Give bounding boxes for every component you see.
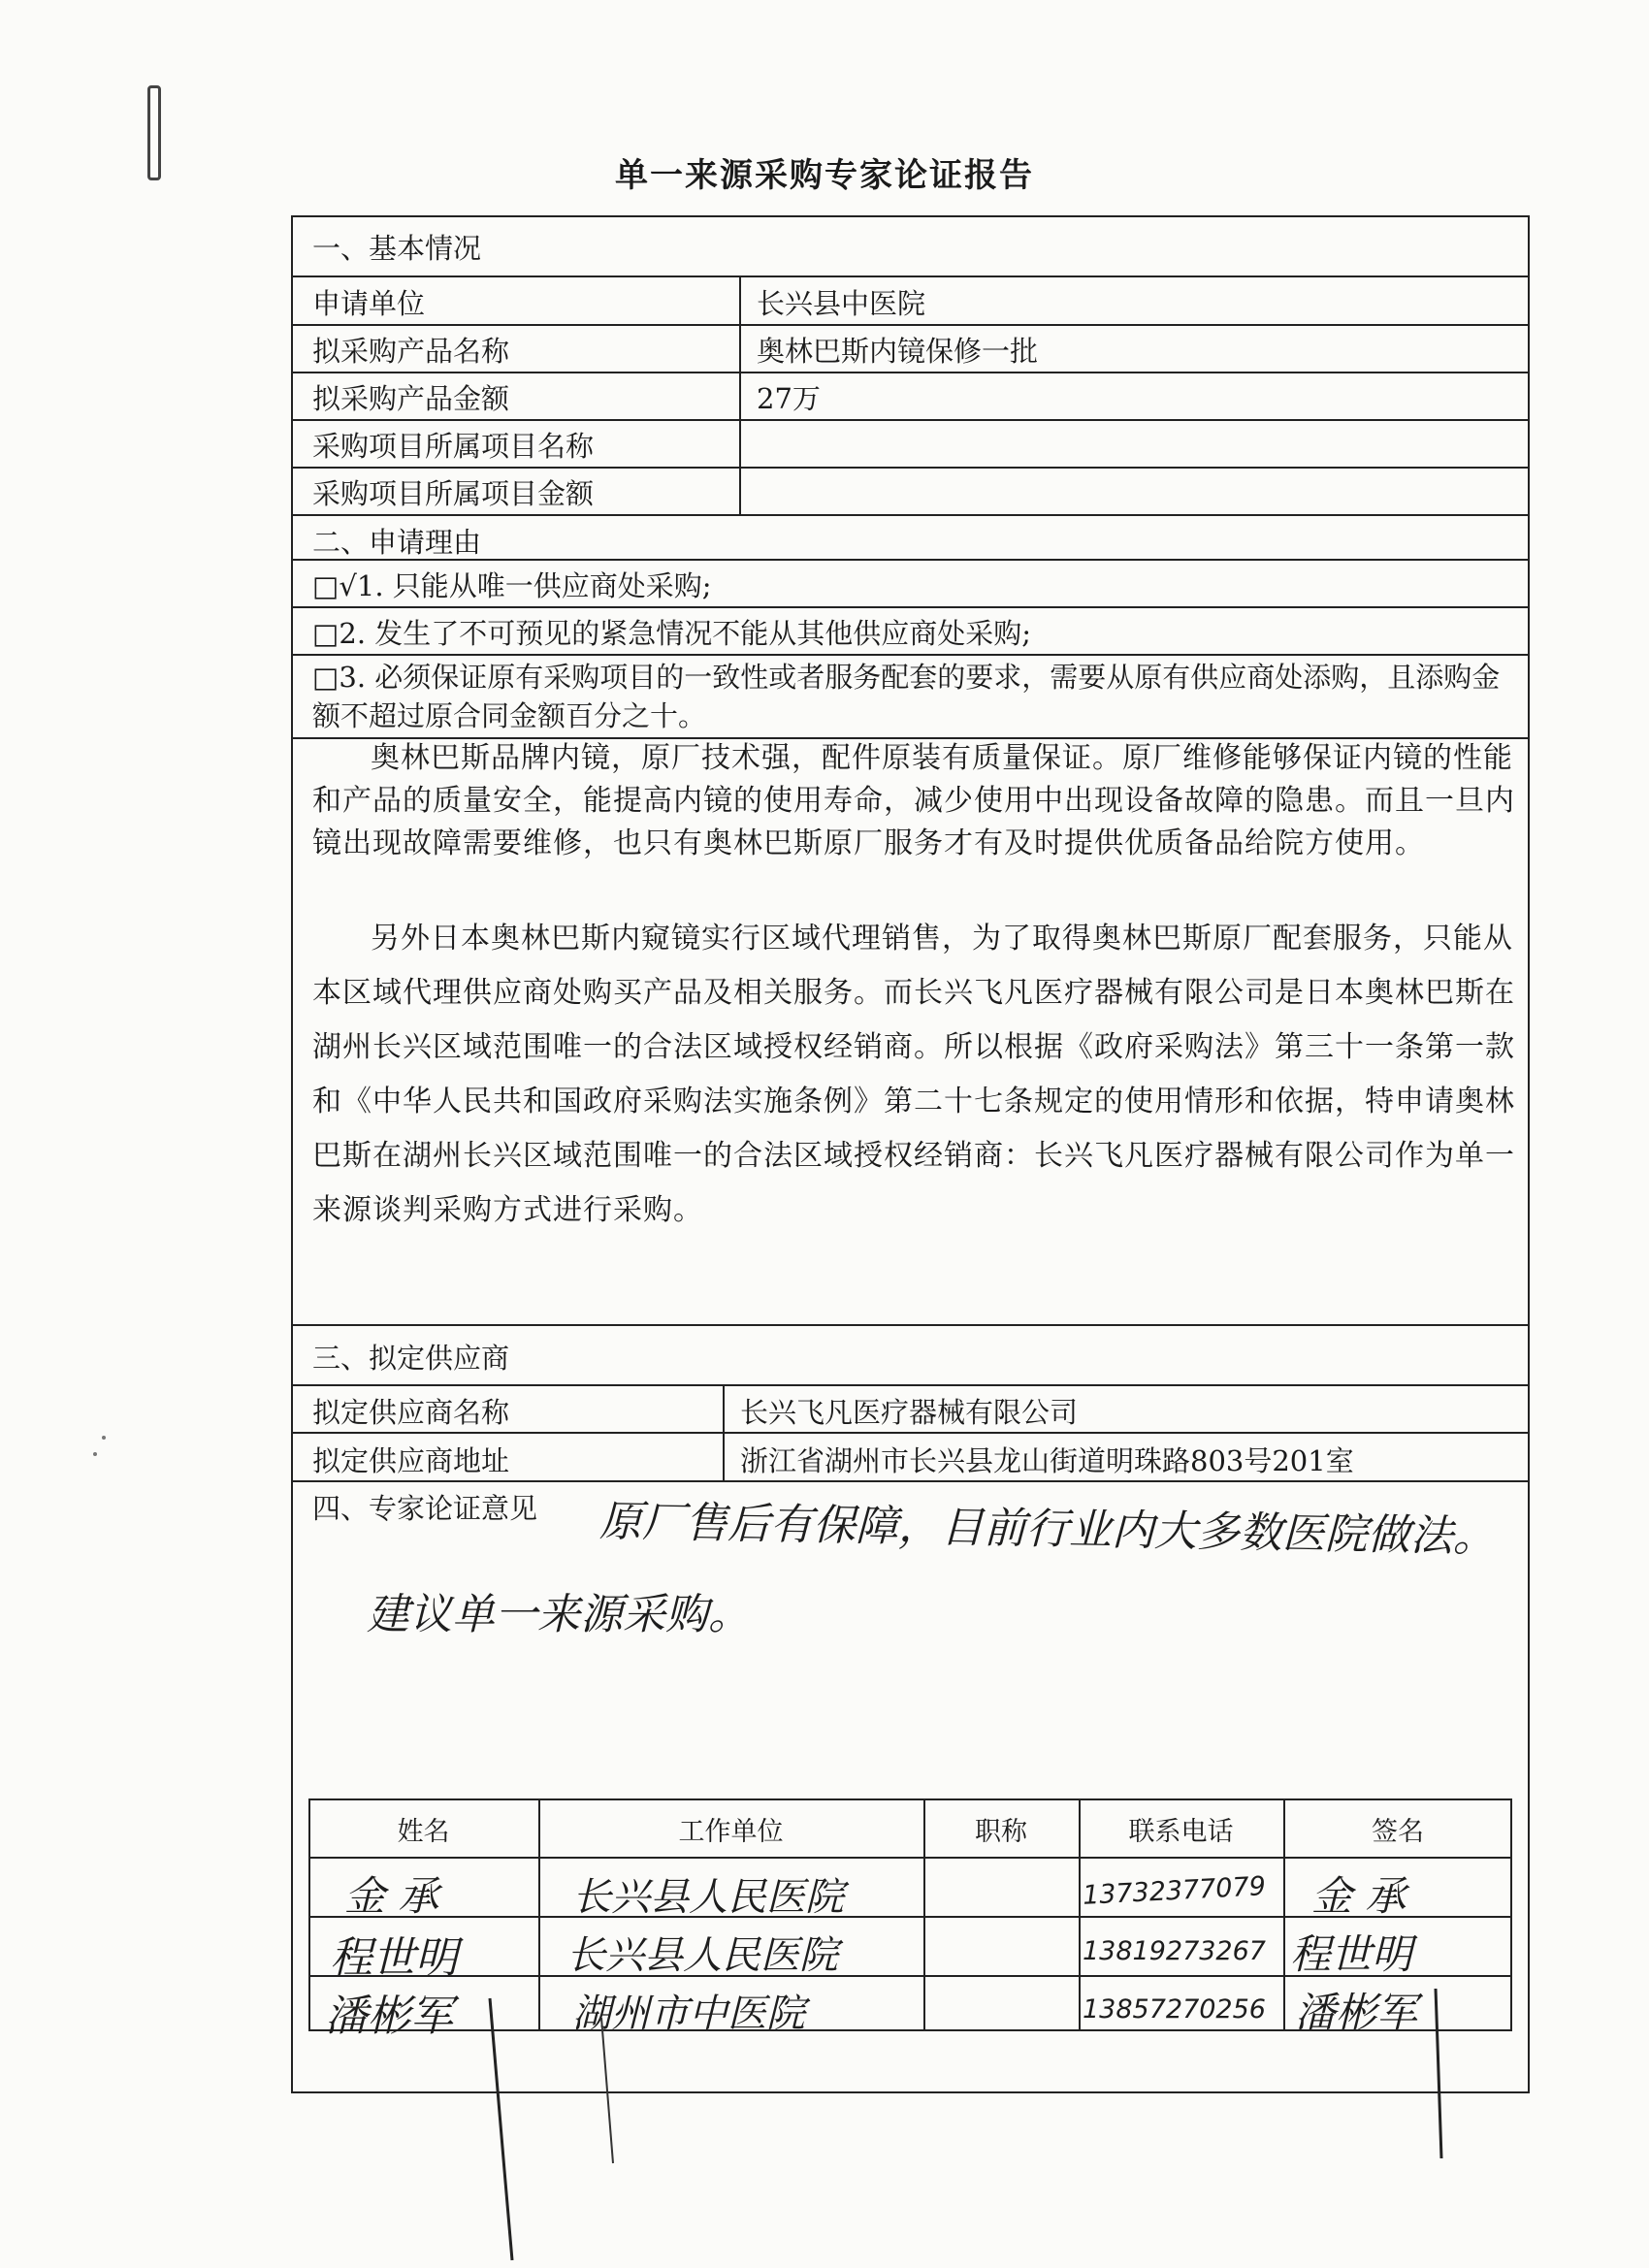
label-project-name: 采购项目所属项目名称 — [312, 430, 595, 463]
reason-paragraph-2: 另外日本奥林巴斯内窥镜实行区域代理销售，为了取得奥林巴斯原厂配套服务，只能从本区域代理供应商处购买产品及相关服务。而长兴飞凡医疗器械有限公司是日本奥林巴斯在湖州长兴区域范围唯一的合法区域授权经销商。所以根据《政府采购法》第三十一条第一款和《中华人民共和国政府采购法实施条例》第二十七条规定的使用情形和依据，特申请奥林巴斯在湖州长兴区域范围唯一的合法区域授权经销商：长兴飞凡医疗器械有限公司作为单一来源谈判采购方式进行采购。 — [312, 922, 1515, 1227]
reason-option-1: □√1. 只能从唯一供应商处采购; — [312, 569, 712, 602]
col-header-title: 职称 — [975, 1817, 1027, 1847]
expert-phone: 13857270256 — [1083, 1994, 1266, 2025]
label-applicant: 申请单位 — [312, 287, 426, 320]
section-heading-reason: 二、申请理由 — [312, 526, 482, 559]
expert-phone: 13732377079 — [1082, 1871, 1267, 1911]
value-supplier-name: 长兴飞凡医疗器械有限公司 — [740, 1396, 1079, 1429]
reason-paragraph-1: 奥林巴斯品牌内镜，原厂技术强，配件原装有质量保证。原厂维修能够保证内镜的性能和产品的质量安全，能提高内镜的使用寿命，减少使用中出现设备故障的隐患。而且一旦内镜出现故障需要维修，也只有奥林巴斯原厂服务才有及时提供优质备品给院方使用。 — [312, 741, 1515, 860]
expert-name: 程世明 — [330, 1933, 458, 1983]
label-supplier-name: 拟定供应商名称 — [312, 1396, 510, 1429]
expert-name: 潘彬军 — [325, 1992, 453, 2041]
expert-unit: 长兴县人民医院 — [566, 1933, 838, 1978]
expert-phone: 13819273267 — [1083, 1936, 1266, 1966]
expert-unit: 长兴县人民医院 — [572, 1875, 844, 1920]
reason-option-2: □2. 发生了不可预见的紧急情况不能从其他供应商处采购; — [312, 617, 1032, 650]
value-product-amount: 27万 — [757, 382, 821, 415]
label-product-amount: 拟采购产品金额 — [312, 382, 510, 415]
col-header-unit: 工作单位 — [678, 1817, 784, 1847]
expert-unit: 湖州市中医院 — [572, 1992, 805, 2036]
section-heading-supplier: 三、拟定供应商 — [312, 1342, 510, 1375]
scan-speck — [93, 1452, 97, 1456]
value-supplier-address: 浙江省湖州市长兴县龙山街道明珠路803号201室 — [740, 1444, 1354, 1477]
reason-option-3: □3. 必须保证原有采购项目的一致性或者服务配套的要求，需要从原有供应商处添购，且添购金额不超过原合同金额百分之十。 — [312, 661, 1501, 732]
scan-speck — [102, 1436, 106, 1440]
handwritten-opinion-line-1: 原厂售后有保障，目前行业内大多数医院做法。 — [598, 1496, 1497, 1563]
section-heading-basic-info: 一、基本情况 — [312, 232, 482, 265]
document-title: 单一来源采购专家论证报告 — [615, 156, 1034, 195]
value-product-name: 奥林巴斯内镜保修一批 — [757, 335, 1039, 368]
label-supplier-address: 拟定供应商地址 — [312, 1444, 510, 1477]
section-heading-expert-opinion: 四、专家论证意见 — [312, 1492, 538, 1525]
col-header-signature: 签名 — [1372, 1817, 1424, 1847]
expert-name: 金 承 — [344, 1872, 439, 1920]
col-header-phone: 联系电话 — [1128, 1817, 1234, 1847]
label-project-amount: 采购项目所属项目金额 — [312, 477, 595, 510]
handwritten-opinion-line-2: 建议单一来源采购。 — [367, 1590, 751, 1639]
col-header-name: 姓名 — [397, 1817, 450, 1847]
value-applicant: 长兴县中医院 — [757, 287, 926, 320]
label-product-name: 拟采购产品名称 — [312, 335, 510, 368]
expert-signature: 潘彬军 — [1295, 1989, 1418, 2036]
expert-signature: 程世明 — [1290, 1930, 1413, 1978]
expert-signature: 金 承 — [1311, 1872, 1406, 1920]
